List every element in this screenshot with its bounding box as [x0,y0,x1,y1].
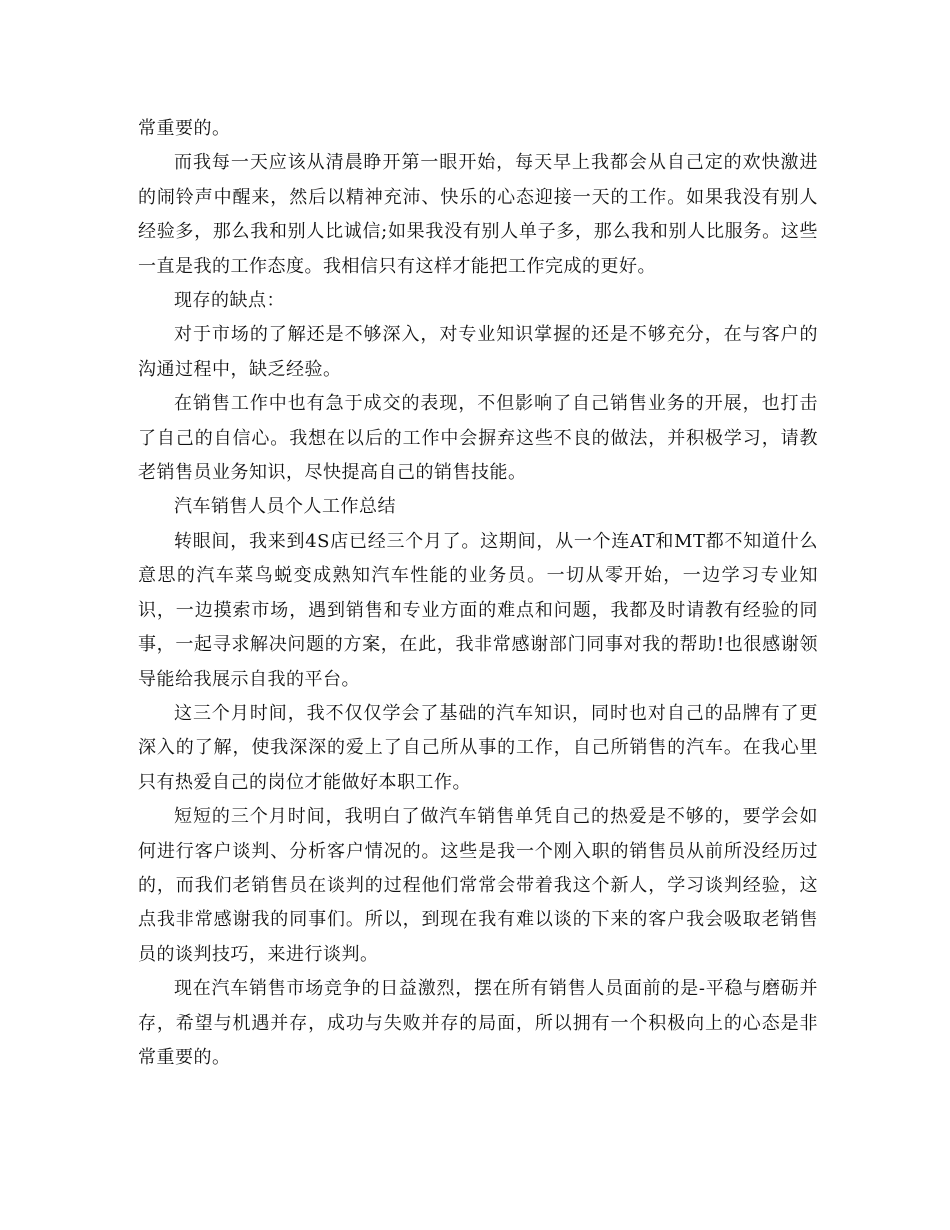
paragraph-competition: 现在汽车销售市场竞争的日益激烈，摆在所有销售人员面前的是-平稳与磨砺并存，希望与机遇并存，成功与失败并存的局面，所以拥有一个积极向上的心态是非常重要的。 [138,978,818,1068]
section-title: 汽车销售人员个人工作总结 [174,496,396,518]
paragraph-rushing-deals: 在销售工作中也有急于成交的表现，不但影响了自己销售业务的开展，也打击了自己的自信心。我想在以后的工作中会摒弃这些不良的做法，并积极学习，请教老销售员业务知识，尽快提高自己的销售技能。 [138,393,818,484]
paragraph-daily-attitude: 而我每一天应该从清晨睁开第一眼开始，每天早上我都会从自己定的欢快激进的闹铃声中醒来，然后以精神充沛、快乐的心态迎接一天的工作。如果我没有别人经验多，那么我和别人比诚信;如果我没有别人单子多，那么我和别人比服务。这些一直是我的工作态度。我相信只有这样才能把工作完成的更好。 [138,152,818,277]
paragraph-three-months: 转眼间，我来到4S店已经三个月了。这期间，从一个连AT和MT都不知道什么意思的汽车菜鸟蜕变成熟知汽车性能的业务员。一切从零开始，一边学习专业知识，一边摸索市场，遇到销售和专业方面的难点和问题，我都及时请教有经验的同事，一起寻求解决问题的方案，在此，我非常感谢部门同事对我的帮助!也很感谢领导能给我展示自我的平台。 [138,530,818,690]
paragraph-negotiation: 短短的三个月时间，我明白了做汽车销售单凭自己的热爱是不够的，要学会如何进行客户谈判、分析客户情况的。这些是我一个刚入职的销售员从前所没经历过的，而我们老销售员在谈判的过程他们常常会带着我这个新人，学习谈判经验，这点我非常感谢我的同事们。所以，到现在我有难以谈的下来的客户我会吸取老销售员的谈判技巧，来进行谈判。 [138,806,818,965]
paragraph-shortcomings-heading: 现存的缺点： [174,290,285,312]
document-body [138,112,818,1075]
paragraph-knowledge-gained: 这三个月时间，我不仅仅学会了基础的汽车知识，同时也对自己的品牌有了更深入的了解，使我深深的爱上了自己所从事的工作，自己所销售的汽车。在我心里只有热爱自己的岗位才能做好本职工作。 [138,702,818,793]
paragraph-continuation: 常重要的。 [138,118,231,139]
paragraph-market-knowledge: 对于市场的了解还是不够深入，对专业知识掌握的还是不够充分，在与客户的沟通过程中，缺乏经验。 [138,324,818,380]
